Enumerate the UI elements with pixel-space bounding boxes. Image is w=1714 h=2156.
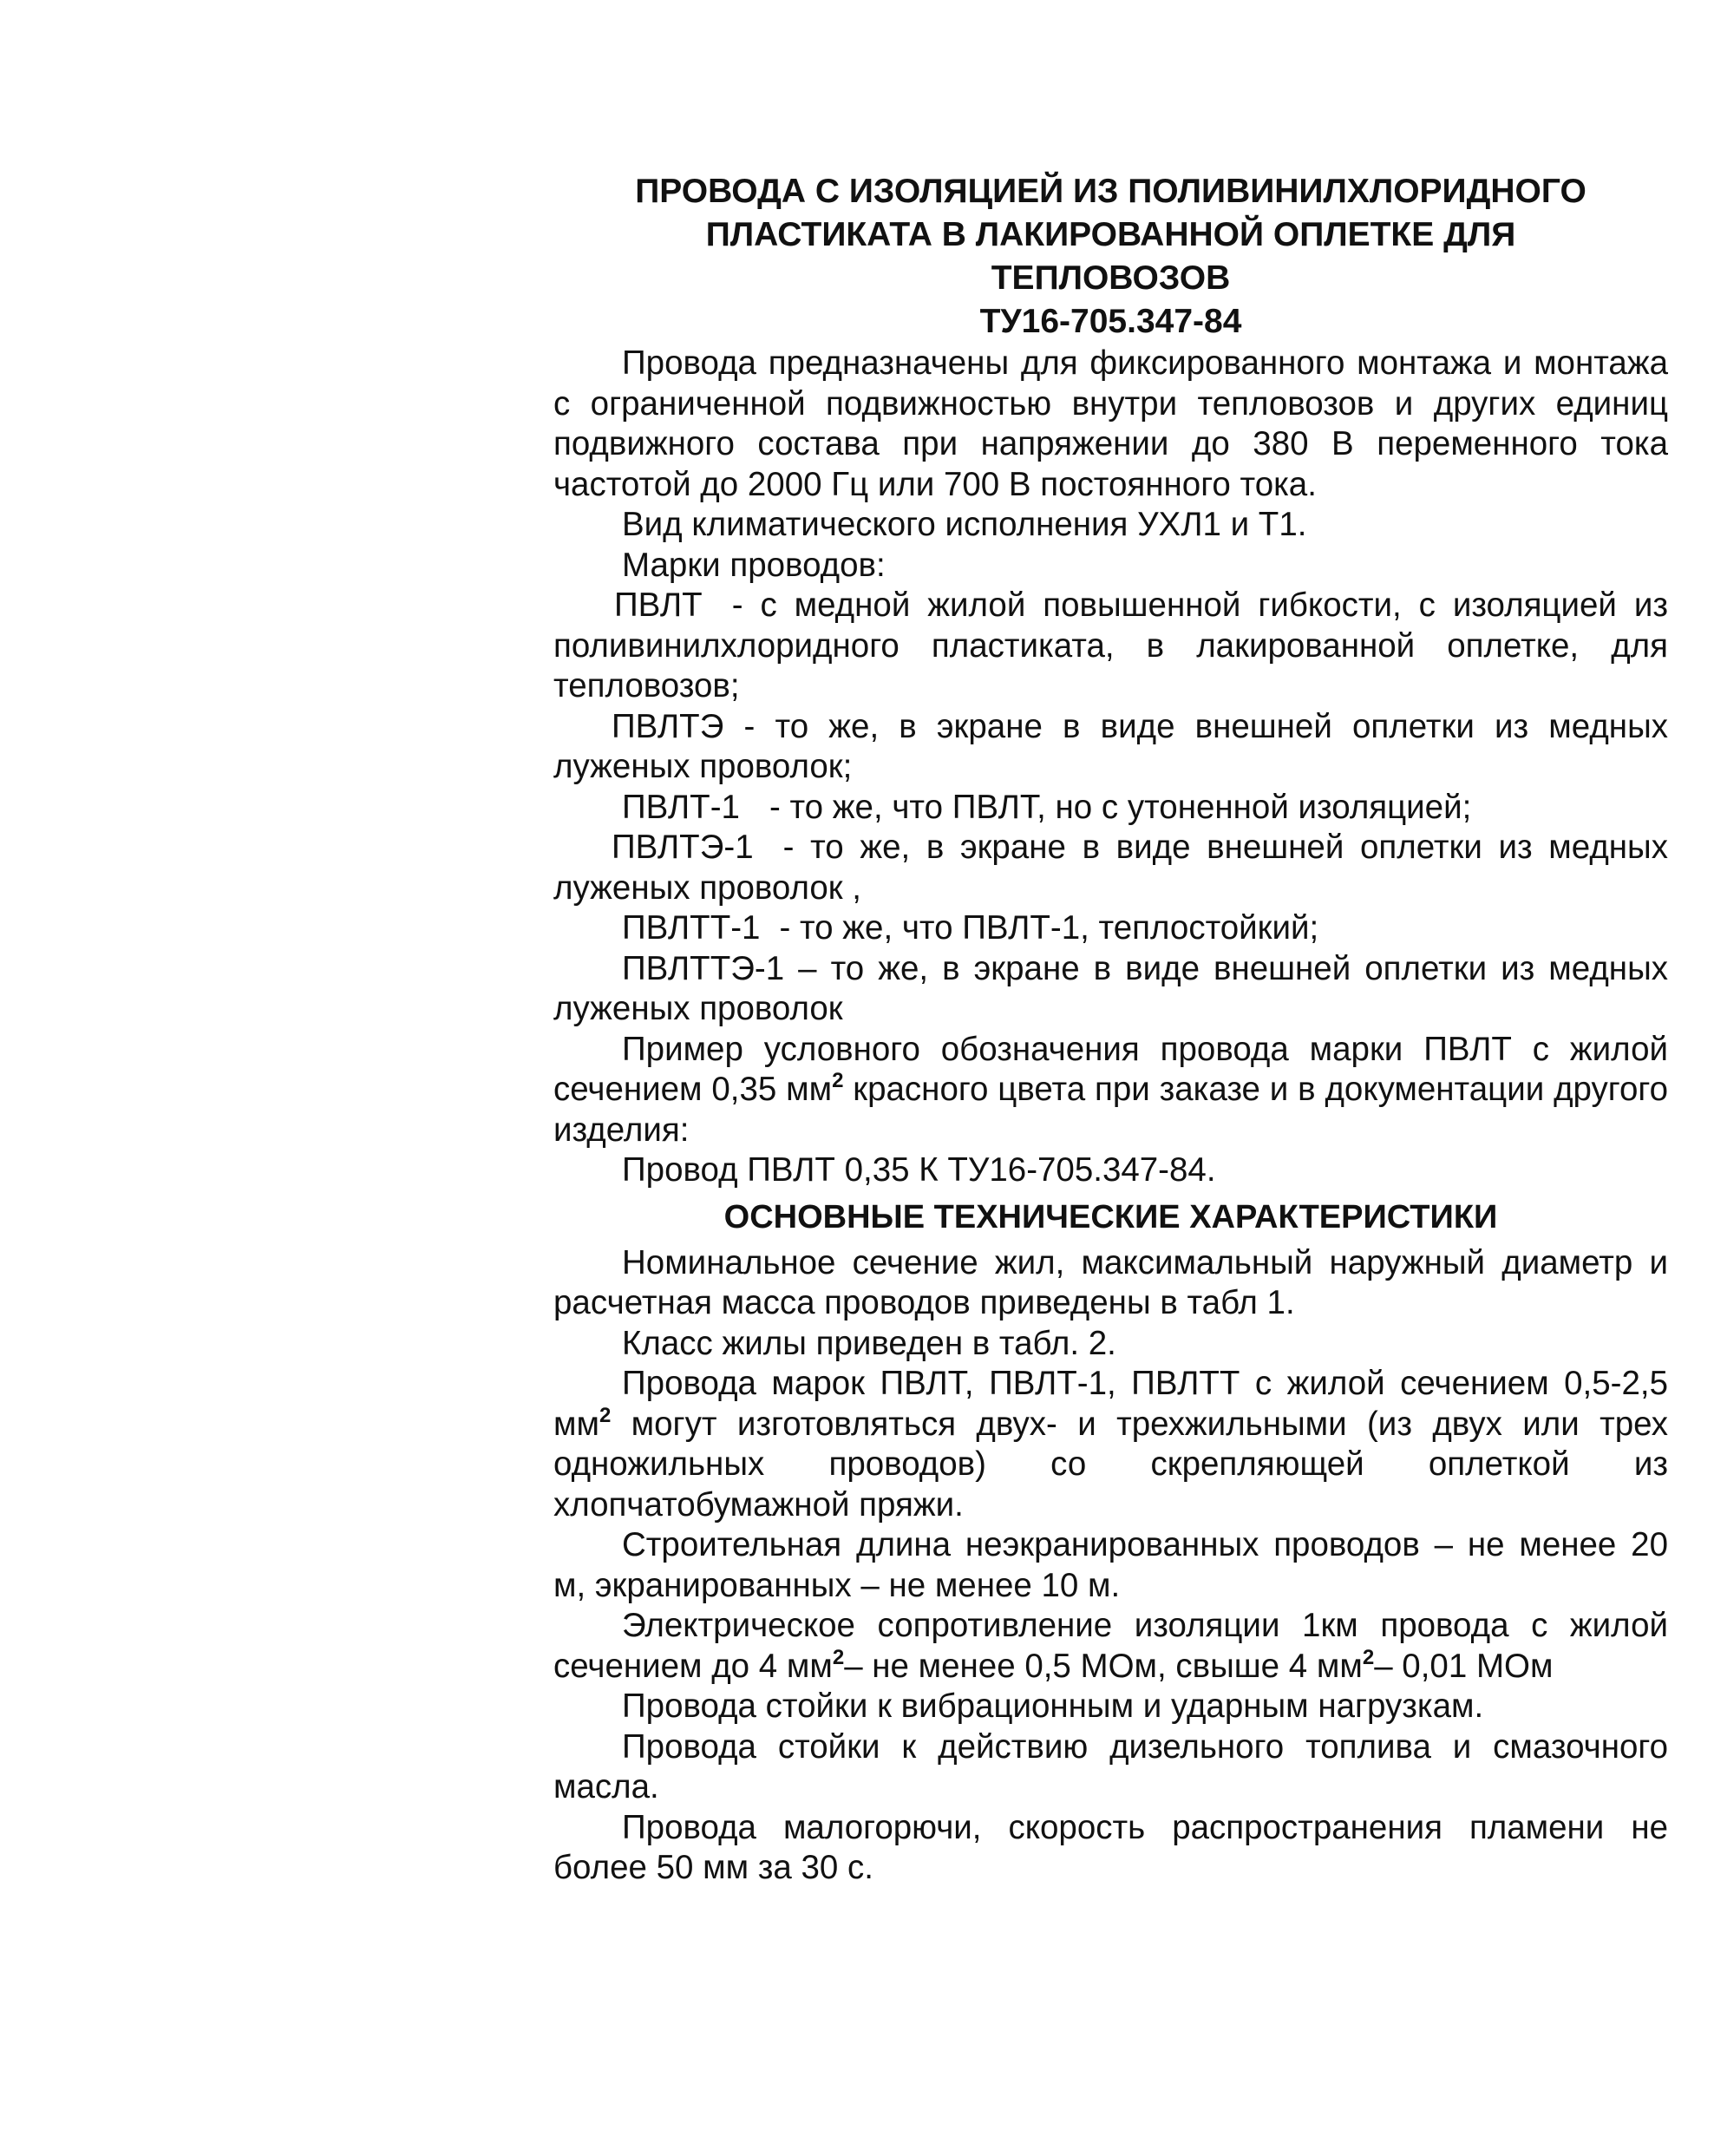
section-heading: ОСНОВНЫЕ ТЕХНИЧЕСКИЕ ХАРАКТЕРИСТИКИ xyxy=(723,1198,1498,1235)
superscript: 2 xyxy=(1362,1645,1375,1669)
document-title xyxy=(553,170,1668,344)
section-paragraph-5 xyxy=(553,1606,1668,1687)
example-text-continued: красного цвета при заказе и в документации другого изделия: xyxy=(553,1071,1668,1149)
mark-description: то же, в экране в виде внешней оплетки из медных луженых проволок , xyxy=(553,829,1668,907)
paragraph-text-continued: – не менее 0,5 МОм, свыше 4 мм xyxy=(844,1647,1363,1685)
mark-separator: – xyxy=(784,949,831,987)
superscript: 2 xyxy=(832,1069,844,1092)
mark-code: ПВЛТ xyxy=(614,587,703,624)
mark-separator: - xyxy=(779,909,800,947)
superscript: 2 xyxy=(832,1645,845,1669)
mark-separator: - xyxy=(769,788,790,826)
mark-description: то же, что ПВЛТ-1, теплостойкий; xyxy=(799,909,1319,947)
climate-paragraph: Вид климатического исполнения УХЛ1 и Т1. xyxy=(622,506,1307,543)
section-paragraph-8: Провода малогорючи, скорость распространения пламени не более 50 мм за 30 с. xyxy=(553,1808,1668,1886)
paragraph-text: Провода марок ПВЛТ, ПВЛТ-1, ПВЛТТ с жилой сечением 0,5-2,5 мм xyxy=(553,1365,1668,1443)
title-line-2: ПЛАСТИКАТА В ЛАКИРОВАННОЙ ОПЛЕТКЕ ДЛЯ xyxy=(705,216,1516,253)
mark-code: ПВЛТ-1 xyxy=(622,788,740,826)
mark-description: то же, что ПВЛТ, но с утоненной изоляцией; xyxy=(789,788,1472,826)
mark-code: ПВЛТТЭ-1 xyxy=(622,949,785,987)
marks-heading: Марки проводов: xyxy=(622,546,886,584)
paragraph-text-end: – 0,01 МОм xyxy=(1374,1647,1554,1685)
mark-code: ПВЛТТ-1 xyxy=(622,909,761,947)
example-text: Пример условного обозначения провода марки ПВЛТ с жилой сечением 0,35 мм xyxy=(553,1030,1668,1108)
mark-item-pvltte-1 xyxy=(553,949,1668,1030)
mark-item-pvlt xyxy=(553,586,1668,707)
example-paragraph xyxy=(553,1030,1668,1151)
superscript: 2 xyxy=(599,1403,612,1427)
mark-code: ПВЛТЭ-1 xyxy=(612,829,754,866)
title-line-1: ПРОВОДА С ИЗОЛЯЦИЕЙ ИЗ ПОЛИВИНИЛХЛОРИДНОГО xyxy=(635,173,1586,210)
mark-item-pvltt-1 xyxy=(553,908,1668,949)
document-page xyxy=(553,170,1668,1889)
mark-item-pvlte xyxy=(553,707,1668,788)
section-paragraph-4: Строительная длина неэкранированных проводов – не менее 20 м, экранированных – не менее 10 м. xyxy=(553,1526,1668,1604)
purpose-paragraph: Провода предназначены для фиксированного монтажа и монтажа с ограниченной подвижностью внутри тепловозов и других единиц подвижного состава при напряжении до 380 В переменного тока частотой до 2000 Гц или 700 В постоянного тока. xyxy=(553,344,1668,503)
mark-description: то же, в экране в виде внешней оплетки из медных луженых проволок; xyxy=(553,707,1668,785)
section-paragraph-1: Номинальное сечение жил, максимальный наружный диаметр и расчетная масса проводов приведены в табл 1. xyxy=(553,1243,1668,1321)
paragraph-text: Электрическое сопротивление изоляции 1км провода с жилой сечением до 4 мм xyxy=(553,1607,1668,1685)
mark-separator: - xyxy=(731,587,761,624)
section-paragraph-6: Провода стойки к вибрационным и ударным нагрузкам. xyxy=(622,1687,1484,1725)
mark-description: то же, в экране в виде внешней оплетки из медных луженых проволок xyxy=(553,949,1668,1027)
spec-number: ТУ16-705.347-84 xyxy=(979,303,1242,340)
paragraph-text-continued: могут изготовляться двух- и трехжильными (из двух или трех одножильных проводов) со скрепляющей оплеткой из хлопчатобумажной пряжи. xyxy=(553,1405,1668,1524)
mark-item-pvlte-1 xyxy=(553,828,1668,908)
section-paragraph-7: Провода стойки к действию дизельного топлива и смазочного масла. xyxy=(553,1727,1668,1805)
example-designation: Провод ПВЛТ 0,35 К ТУ16-705.347-84. xyxy=(622,1151,1216,1189)
title-line-3: ТЕПЛОВОЗОВ xyxy=(991,259,1231,297)
mark-item-pvlt-1 xyxy=(553,788,1668,829)
section-paragraph-2: Класс жилы приведен в табл. 2. xyxy=(622,1324,1116,1362)
mark-separator: - xyxy=(723,707,775,745)
section-paragraph-3 xyxy=(553,1364,1668,1525)
mark-code: ПВЛТЭ xyxy=(612,707,724,745)
mark-separator: - xyxy=(782,829,811,866)
mark-description: с медной жилой повышенной гибкости, с изоляцией из поливинилхлоридного пластиката, в лакированной оплетке, для тепловозов; xyxy=(553,587,1668,704)
